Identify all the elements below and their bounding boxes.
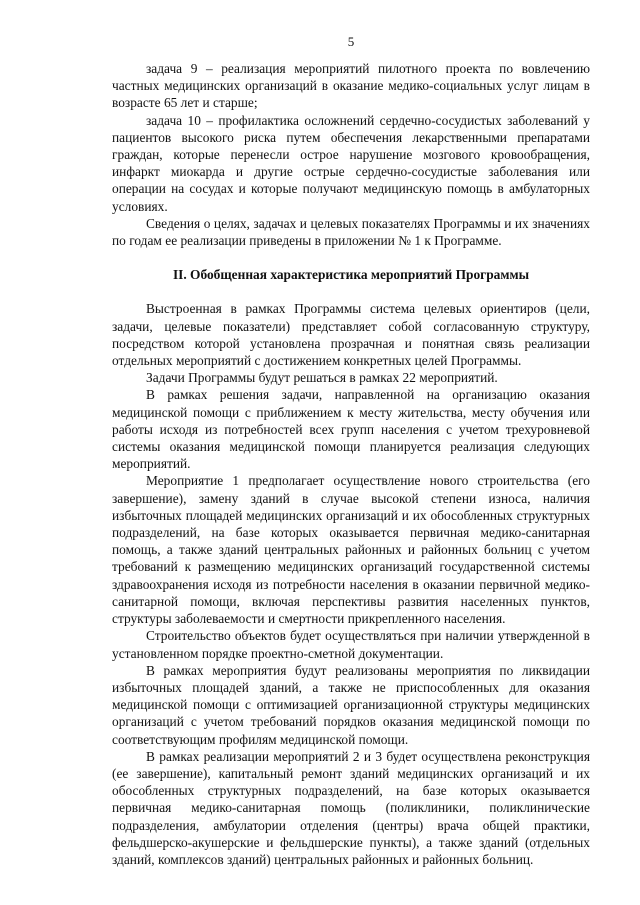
paragraph-task-organization: В рамках решения задачи, направленной на организацию оказания медицинской помощи с приближением к месту жительства, месту обучения или работы исходя из потребностей всех групп населения с учетом трехуровневой системы оказания медицинской помощи планируется реализация следующих мероприятий.	[112, 387, 590, 472]
paragraph-measure-1: Мероприятие 1 предполагает осуществление нового строительства (его завершение), замену зданий в случае высокой степени износа, наличия избыточных площадей медицинских организаций и их обособленных структурных подразделений, на базе которых оказывается первичная медико-санитарная помощь, а также зданий центральных районных и районных больниц с учетом требований к размещению медицинских организаций государственной системы здравоохранения исходя из потребности населения в оказании первичной медико-санитарной помощи, включая перспективы развития населенных пунктов, структуры заболеваемости и смертности прикрепленного населения.	[112, 473, 590, 627]
paragraph-task-10: задача 10 – профилактика осложнений сердечно-сосудистых заболеваний у пациентов высокого риска путем обеспечения лекарственными препаратами граждан, которые перенесли острое нарушение мозгового кровообращения, инфаркт миокарда и другие острые сердечно-сосудистые заболевания или операции на сосудах и которые получают медицинскую помощь в амбулаторных условиях.	[112, 112, 590, 214]
paragraph-measures-2-3: В рамках реализации мероприятий 2 и 3 будет осуществлена реконструкция (ее завершение), капитальный ремонт зданий медицинских организаций и их обособленных структурных подразделений, на базе которых оказывается первичная медико-санитарная помощь (поликлиники, поликлинические подразделения, амбулатории отделения (центры) врача общей практики, фельдшерско-акушерские и фельдшерские пункты), а также зданий (отдельных зданий, комплексов зданий) центральных районных и районных больниц.	[112, 748, 590, 867]
document-body	[112, 60, 590, 868]
paragraph-excess-areas: В рамках мероприятия будут реализованы мероприятия по ликвидации избыточных площадей зданий, а также не приспособленных для оказания медицинской помощи с оптимизацией организационной структуры медицинских организаций с учетом требований порядков оказания медицинской помощи по соответствующим профилям медицинской помощи.	[112, 662, 590, 747]
paragraph-target-system: Выстроенная в рамках Программы система целевых ориентиров (цели, задачи, целевые показатели) представляет собой согласованную структуру, посредством которой установлена прозрачная и понятная связь реализации отдельных мероприятий с достижением конкретных целей Программы.	[112, 301, 590, 369]
paragraph-measures-count: Задачи Программы будут решаться в рамках 22 мероприятий.	[146, 370, 498, 386]
paragraph-task-9: задача 9 – реализация мероприятий пилотного проекта по вовлечению частных медицинских организаций в оказание медико-социальных услуг лицам в возрасте 65 лет и старше;	[112, 61, 590, 111]
paragraph-appendix-reference: Сведения о целях, задачах и целевых показателях Программы и их значениях по годам ее реализации приведены в приложении № 1 к Программе.	[112, 215, 590, 249]
paragraph-construction: Строительство объектов будет осуществляться при наличии утвержденной в установленном порядке проектно-сметной документации.	[112, 628, 590, 661]
section-heading: II. Обобщенная характеристика мероприятий Программы	[172, 267, 530, 283]
page-number: 5	[347, 34, 355, 49]
